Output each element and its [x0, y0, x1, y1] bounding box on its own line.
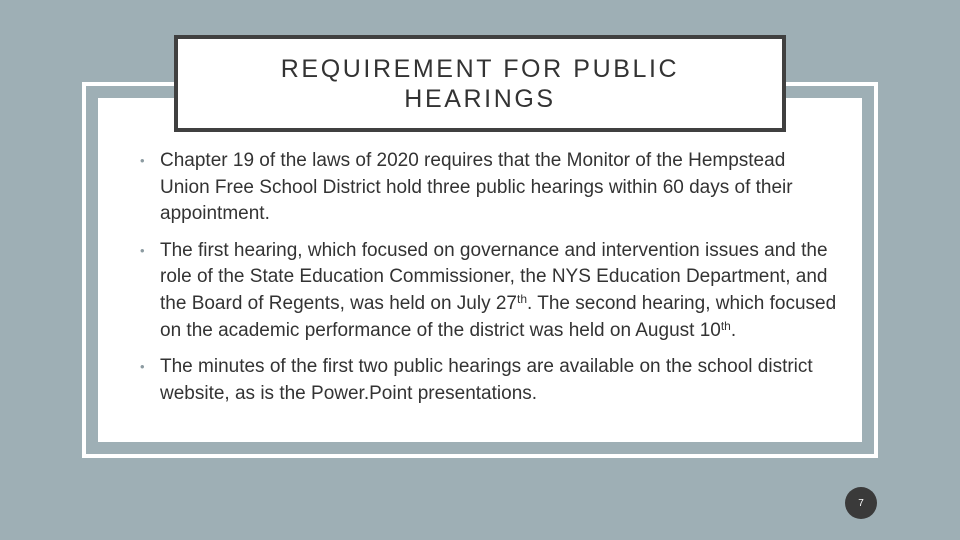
page-number-badge: 7: [845, 487, 877, 519]
bullet-text-part: . The second hearing, which focused on the academic performance of the district was held on August 10: [160, 292, 837, 341]
bullet-text: Chapter 19 of the laws of 2020 requires that the Monitor of the Hempstead Union Free School District hold three public hearings within 60 days of their appointment.: [160, 150, 793, 225]
bullet-marker: •: [140, 242, 145, 258]
bullet-marker: •: [140, 153, 145, 168]
slide-title: REQUIREMENT FOR PUBLIC HEARINGS: [280, 54, 680, 113]
bullet-marker: •: [140, 359, 145, 375]
bullet-text-part: The first hearing, which focused on governance and intervention issues and the role of the State Education Commissioner, the NYS Education Department, and the Board of Regents, was held on July 27: [160, 239, 828, 314]
bullet-text-part: .: [730, 319, 737, 341]
bullet-item-1: [140, 148, 840, 228]
bullet-text: The minutes of the first two public hearings are available on the school district website, as is the Power.Point presentations.: [160, 356, 813, 404]
ordinal-suffix: th: [517, 291, 528, 306]
bullet-list: [140, 148, 840, 417]
bullet-item-2: [140, 238, 840, 344]
title-box: [174, 35, 786, 132]
bullet-item-3: [140, 354, 840, 407]
ordinal-suffix: th: [720, 318, 731, 333]
